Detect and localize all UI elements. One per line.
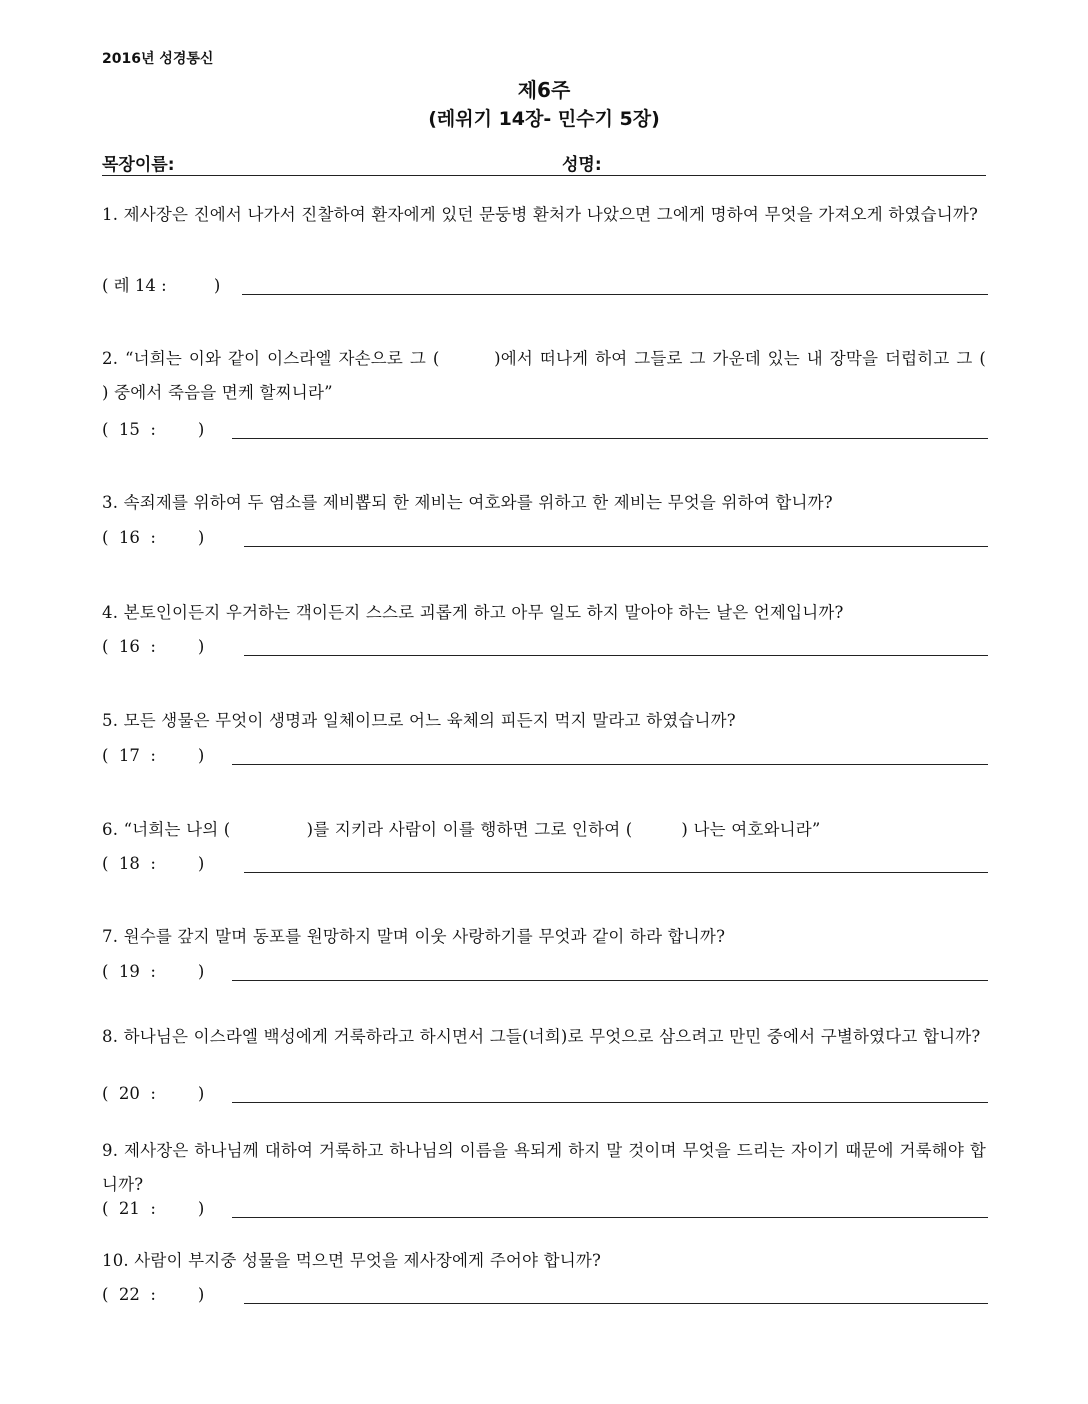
leader-label: 목장이름: (102, 155, 175, 175)
question-4-reference: ( 16 : ) (102, 637, 205, 656)
question-8: 8. 하나님은 이스라엘 백성에게 거룩하라고 하시면서 그들(너희)로 무엇으로 삼으려고 만민 중에서 구별하였다고 합니까? (102, 1027, 981, 1046)
question-2-answer-line[interactable] (232, 438, 988, 439)
page-subtitle: (레위기 14장- 민수기 5장) (428, 108, 660, 130)
question-1-answer-line[interactable] (242, 294, 988, 295)
question-3: 3. 속죄제를 위하여 두 염소를 제비뽑되 한 제비는 여호와를 위하고 한 제비는 무엇을 위하여 합니까? (102, 493, 833, 512)
question-3-answer-line[interactable] (244, 546, 988, 547)
document-header-label: 2016년 성경통신 (102, 51, 214, 67)
question-5: 5. 모든 생물은 무엇이 생명과 일체이므로 어느 육체의 피든지 먹지 말라고 하였습니까? (102, 711, 736, 730)
question-2-reference: ( 15 : ) (102, 420, 205, 439)
question-1: 1. 제사장은 진에서 나가서 진찰하여 환자에게 있던 문둥병 환처가 나았으면 그에게 명하여 무엇을 가져오게 하였습니까? (102, 205, 979, 224)
page-title: 제6주 (517, 78, 571, 102)
question-5-answer-line[interactable] (232, 764, 988, 765)
name-label: 성명: (562, 155, 602, 175)
question-10: 10. 사람이 부지중 성물을 먹으면 무엇을 제사장에게 주어야 합니까? (102, 1251, 602, 1270)
question-7-answer-line[interactable] (232, 980, 988, 981)
question-10-reference: ( 22 : ) (102, 1285, 205, 1304)
question-2: 2. “너희는 이와 같이 이스라엘 자손으로 그 ( )에서 떠나게 하여 그들로 그 가운데 있는 내 장막을 더럽히고 그 ( ) 중에서 죽음을 면케 할찌니라” (102, 349, 1052, 402)
question-7: 7. 원수를 갚지 말며 동포를 원망하지 말며 이웃 사랑하기를 무엇과 같이 하라 합니까? (102, 927, 726, 946)
question-4-answer-line[interactable] (244, 655, 988, 656)
question-9: 9. 제사장은 하나님께 대하여 거룩하고 하나님의 이름을 욕되게 하지 말 것이며 무엇을 드리는 자이기 때문에 거룩해야 합니까? (102, 1141, 986, 1194)
question-8-answer-line[interactable] (232, 1102, 988, 1103)
question-6-reference: ( 18 : ) (102, 854, 205, 873)
question-4: 4. 본토인이든지 우거하는 객이든지 스스로 괴롭게 하고 아무 일도 하지 말아야 하는 날은 언제입니까? (102, 603, 844, 622)
question-9-answer-line[interactable] (232, 1217, 988, 1218)
question-6-answer-line[interactable] (244, 872, 988, 873)
question-3-reference: ( 16 : ) (102, 528, 205, 547)
question-7-reference: ( 19 : ) (102, 962, 205, 981)
question-10-answer-line[interactable] (244, 1303, 988, 1304)
question-1-reference: ( 레 14 : ) (102, 276, 221, 295)
question-8-reference: ( 20 : ) (102, 1084, 205, 1103)
info-underline[interactable] (102, 175, 986, 176)
question-6: 6. “너희는 나의 ( )를 지키라 사람이 이를 행하면 그로 인하여 ( ) 나는 여호와니라” (102, 820, 821, 839)
question-5-reference: ( 17 : ) (102, 746, 205, 765)
question-9-reference: ( 21 : ) (102, 1199, 205, 1218)
info-row (102, 150, 986, 176)
